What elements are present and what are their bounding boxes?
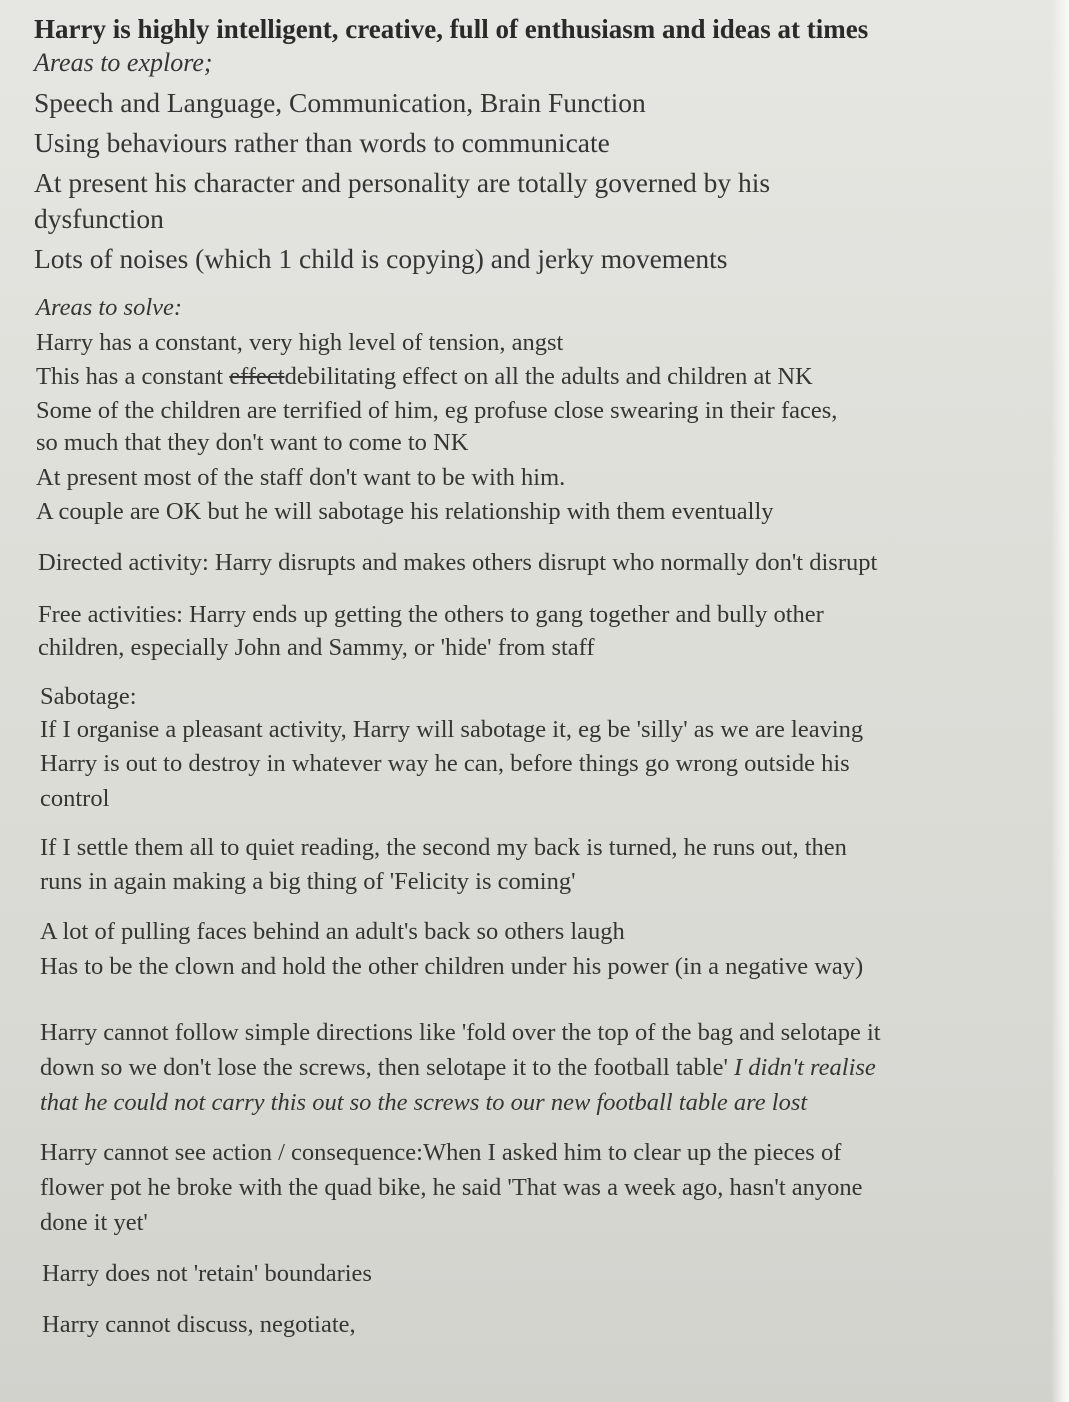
text-line: Speech and Language, Communication, Brain Function [34, 87, 646, 118]
text-line-with-correction [36, 362, 813, 392]
text-line: If I organise a pleasant activity, Harry will sabotage it, eg be 'silly' as we are leaving [40, 716, 864, 743]
text-line: If I settle them all to quiet reading, the second my back is turned, he runs out, then [40, 834, 847, 861]
text-line: Harry cannot follow simple directions like 'fold over the top of the bag and selotape it [40, 1019, 881, 1046]
text-line: Directed activity: Harry disrupts and makes others disrupt who normally don't disrupt [38, 549, 878, 576]
text-line: control [40, 785, 110, 812]
text-line: children, especially John and Sammy, or 'hide' from staff [38, 634, 595, 661]
paper-edge [1051, 0, 1069, 1402]
text-line: Harry cannot discuss, negotiate, [42, 1311, 356, 1338]
text-fragment: This has a constant [36, 363, 230, 390]
text-line: Free activities: Harry ends up getting the others to gang together and bully other [38, 601, 824, 628]
italic-note: I didn't realise [734, 1054, 876, 1081]
heading-line: Harry is highly intelligent, creative, full of enthusiasm and ideas at times [34, 14, 869, 44]
section-label-areas-to-explore: Areas to explore; [34, 48, 213, 77]
text-line: Using behaviours rather than words to communicate [34, 127, 610, 158]
text-line: runs in again making a big thing of 'Felicity is coming' [40, 868, 576, 895]
italic-note-line: that he could not carry this out so the screws to our new football table are lost [40, 1089, 808, 1116]
text-line: At present most of the staff don't want to be with him. [36, 464, 566, 491]
text-line: A couple are OK but he will sabotage his relationship with them eventually [36, 498, 774, 525]
text-fragment: down so we don't lose the screws, then selotape it to the football table' [40, 1054, 734, 1081]
text-line: A lot of pulling faces behind an adult's back so others laugh [40, 918, 625, 945]
text-line: Some of the children are terrified of him, eg profuse close swearing in their faces, [36, 397, 838, 424]
text-line: Harry does not 'retain' boundaries [42, 1260, 372, 1287]
text-line-with-italic-note [40, 1053, 876, 1083]
struck-out-word: effect [229, 363, 285, 390]
section-label-sabotage: Sabotage: [40, 683, 137, 710]
text-fragment: debilitating effect on all the adults and children at NK [284, 363, 813, 390]
text-line: Harry cannot see action / consequence:When I asked him to clear up the pieces of [40, 1139, 842, 1166]
text-line: Has to be the clown and hold the other children under his power (in a negative way) [40, 953, 864, 980]
text-line: Lots of noises (which 1 child is copying) and jerky movements [34, 243, 728, 274]
text-line: flower pot he broke with the quad bike, he said 'That was a week ago, hasn't anyone [40, 1174, 863, 1201]
text-line: Harry is out to destroy in whatever way he can, before things go wrong outside his [40, 750, 850, 777]
text-line: Harry has a constant, very high level of tension, angst [36, 329, 564, 356]
text-line: dysfunction [34, 203, 164, 234]
text-line: so much that they don't want to come to NK [36, 429, 469, 456]
section-label-areas-to-solve: Areas to solve: [36, 294, 183, 321]
text-line: At present his character and personality are totally governed by his [34, 167, 771, 198]
text-line: done it yet' [40, 1209, 148, 1236]
